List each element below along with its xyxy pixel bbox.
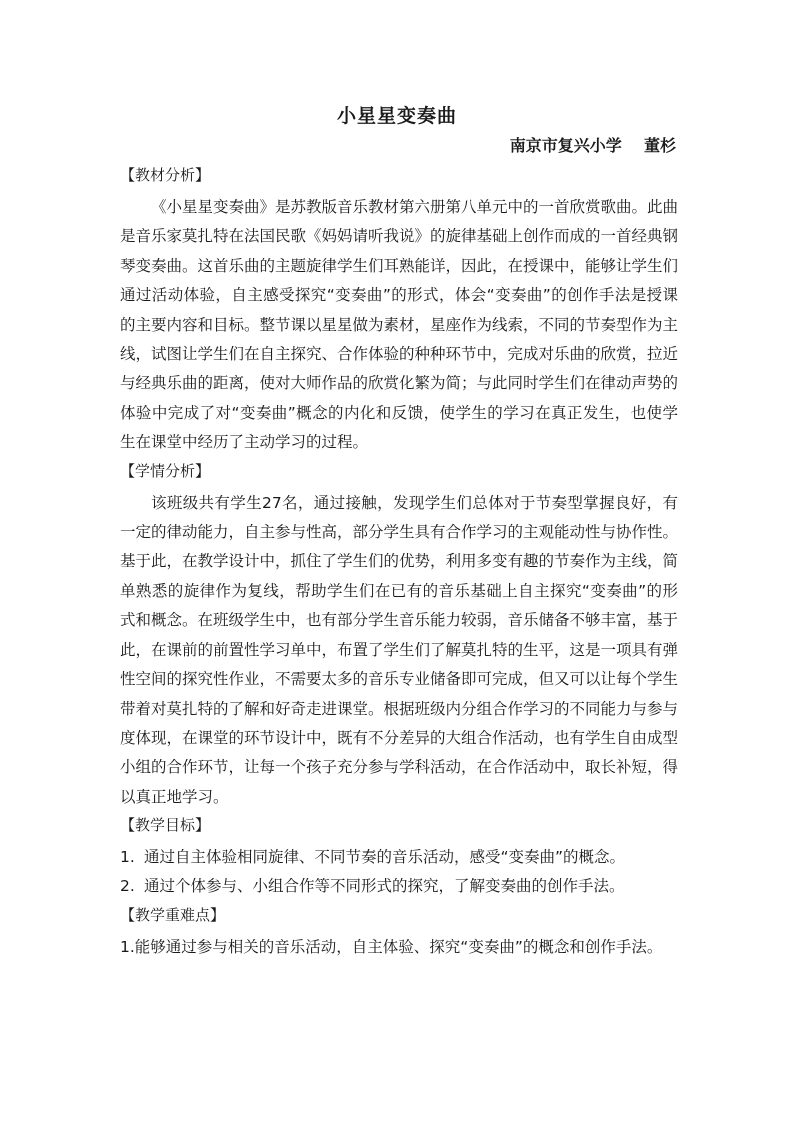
textbook-analysis-paragraph: 《小星星变奏曲》是苏教版音乐教材第六册第八单元中的一首欣赏歌曲。此曲是音乐家莫扎特在法国民歌《妈妈请听我说》的旋律基础上创作而成的一首经典钢琴变奏曲。这首乐曲的主题旋律学生们耳熟能详，因此，在授课中，能够让学生们通过活动体验，自主感受探究“变奏曲”的形式，体会“变奏曲”的创作手法是授课的主要内容和目标。整节课以星星做为素材，星座作为线索，不同的节奏型作为主线，试图让学生们在自主探究、合作体验的种种环节中，完成对乐曲的欣赏，拉近与经典乐曲的距离，使对大师作品的欣赏化繁为简；与此同时学生们在律动声势的体验中完成了对“变奏曲”概念的内化和反馈，使学生的学习在真正发生，也使学生在课堂中经历了主动学习的过程。 <box>120 198 679 452</box>
list-item-text: 通过自主体验相同旋律、不同节奏的音乐活动，感受“变奏曲”的概念。 <box>144 848 626 867</box>
author-line: 南京市复兴小学 董杉 <box>509 136 676 155</box>
list-item-text: 通过个体参与、小组合作等不同形式的探究，了解变奏曲的创作手法。 <box>144 877 625 896</box>
section-heading-textbook-analysis: 【教材分析】 <box>120 166 211 184</box>
student-analysis-paragraph: 该班级共有学生27名，通过接触，发现学生们总体对于节奏型掌握良好，有一定的律动能力，自主参与性高，部分学生具有合作学习的主观能动性与协作性。基于此，在教学设计中，抓住了学生们的优势，利用多变有趣的节奏作为主线，简单熟悉的旋律作为复线，帮助学生们在已有的音乐基础上自主探究“变奏曲”的形式和概念。在班级学生中，也有部分学生音乐能力较弱，音乐储备不够丰富，基于此，在课前的前置性学习单中，布置了学生们了解莫扎特的生平，这是一项具有弹性空间的探究性作业，不需要太多的音乐专业储备即可完成，但又可以让每个学生带着对莫扎特的了解和好奇走进课堂。根据班级内分组合作学习的不同能力与参与度体现，在课堂的环节设计中，既有不分差异的大组合作活动，也有学生自由成型小组的合作环节，让每一个孩子充分参与学科活动，在合作活动中，取长补短，得以真正地学习。 <box>120 493 679 806</box>
section-heading-key-points: 【教学重难点】 <box>120 906 226 925</box>
section-heading-teaching-goals: 【教学目标】 <box>120 816 211 835</box>
document-body <box>120 164 678 963</box>
list-item-number: 1. <box>120 848 135 867</box>
list-item <box>120 843 678 872</box>
key-points-item: 1.能够通过参与相关的音乐活动，自主体验、探究“变奏曲”的概念和创作手法。 <box>120 938 663 957</box>
section-heading-student-analysis: 【学情分析】 <box>120 461 211 480</box>
list-item-number: 2. <box>120 877 135 896</box>
document-title: 小星星变奏曲 <box>336 105 457 127</box>
list-item <box>120 872 678 901</box>
